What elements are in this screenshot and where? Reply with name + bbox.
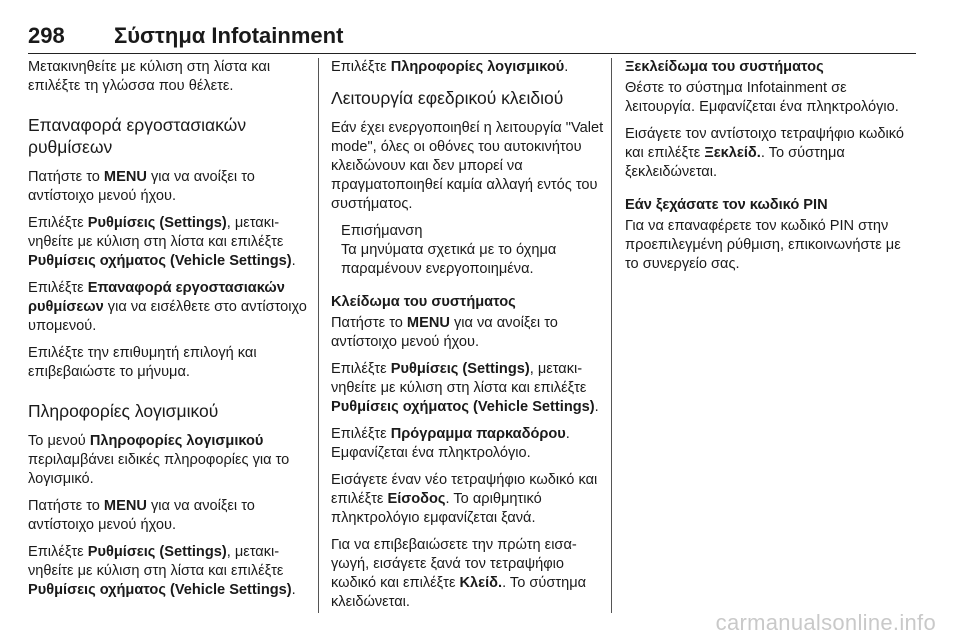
paragraph [331,314,605,352]
note-box [331,222,605,279]
page-title: Σύστημα Infotainment [114,23,344,48]
text: , μετακινηθείτε με κύλιση στη λίστα και επιλέξτε [28,215,284,250]
text: Εισάγετε τον αντίστοιχο τετραψήφιο κωδικό και επιλέξτε [625,126,904,161]
subheading-lock-system: Κλείδωμα του συστήματος [331,294,516,310]
page-number: 298 [28,23,65,48]
paragraph [331,360,605,417]
subheading-unlock-system: Ξεκλείδωμα του συστήματος [625,59,824,75]
column-divider [611,58,612,613]
menu-keyword: MENU [103,498,147,514]
vehicle-settings-keyword: Ρυθμίσεις οχήματος (Vehicle Settings) [331,399,595,415]
paragraph: Εάν έχει ενεργοποιηθεί η λειτουργία "Valet mode", όλες οι οθόνες του αυτοκινήτου κλειδώνουν και δεν μπορεί να πραγματοποιηθεί καμία αλλαγή εντός του συστήματος. [331,120,604,212]
text: Επιλέξτε [28,544,88,560]
text: Εισάγετε έναν νέο τετραψήφιο κωδικό και επιλέξτε [331,472,598,507]
text: . Το σύστημα κλειδώνεται. [331,575,587,610]
text: Επιλέξτε [28,215,88,231]
text: για να ανοίξει το αντίστοιχο μενού ήχου. [28,169,255,204]
text: . [565,426,570,442]
paragraph [331,471,605,528]
menu-keyword: MENU [406,315,450,331]
vehicle-settings-keyword: Ρυθμίσεις οχήματος (Vehicle Settings) [28,582,292,598]
text: περιλαμβάνει ειδικές πληροφορίες για το λογισμικό. [28,452,290,487]
paragraph [331,425,605,463]
text: Επιλέξτε [331,426,391,442]
paragraph: Επιλέξτε την επιθυμητή επιλογή και επιβεβαιώστε το μήνυμα. [28,345,257,380]
paragraph [28,543,310,600]
subheading-forgot-pin: Εάν ξεχάσατε τον κωδικό PIN [625,197,828,213]
text: για να εισέλθετε στο αντίστοιχο υπομενού. [28,299,307,334]
text: . [291,253,296,269]
paragraph [28,432,310,489]
text: για να ανοίξει το αντίστοιχο μενού ήχου. [28,498,255,533]
watermark: carmanualsonline.info [715,610,936,635]
section-heading-factory-reset: Επαναφορά εργοστασιακών ρυθμίσεων [28,115,247,157]
software-info-keyword: Πληροφορίες λογισμικού [390,59,565,75]
text: Επιλέξτε [331,59,391,75]
page-header [28,23,916,54]
settings-keyword: Ρυθμίσεις (Settings) [390,361,530,377]
text: . Το σύστημα ξεκλειδώνεται. [625,145,845,180]
section-heading-software-info: Πληροφορίες λογισμικού [28,401,219,421]
paragraph: Θέστε το σύστημα Infotainment σε λειτουργία. Εμφανίζεται ένα πληκτρολόγιο. [625,80,899,115]
column-3 [621,58,913,282]
text: , μετακινηθείτε με κύλιση στη λίστα και επιλέξτε [331,361,587,396]
vehicle-settings-keyword: Ρυθμίσεις οχήματος (Vehicle Settings) [28,253,292,269]
enter-keyword: Είσοδος [387,491,446,507]
text: . Το αριθμητικό πληκτρολόγιο εμφανίζεται ξανά. [331,491,542,526]
lock-keyword: Κλείδ. [459,575,503,591]
unlock-keyword: Ξεκλείδ. [704,145,761,161]
settings-keyword: Ρυθμίσεις (Settings) [87,215,227,231]
factory-reset-keyword: Επαναφορά εργοστασιακών ρυθμίσεων [28,280,285,315]
text: Πατήστε το [28,498,104,514]
text: Εμφανίζεται ένα πληκτρολόγιο. [331,445,531,461]
paragraph [625,125,913,182]
section-heading-valet-mode: Λειτουργία εφεδρικού κλειδιού [331,88,564,108]
paragraph [331,536,605,612]
text: Επιλέξτε [28,280,88,296]
text: . [291,582,296,598]
paragraph [331,58,605,77]
paragraph: Για να επαναφέρετε τον κωδικό PIN στην προεπιλεγμένη ρύθμιση, επικοινωνήστε με το συνεργείο σας. [625,218,901,272]
note-text: Τα μηνύματα σχετικά με το όχημα παραμένουν ενεργοποιημένα. [341,242,557,277]
valet-program-keyword: Πρόγραμμα παρκαδόρου [390,426,566,442]
text: Πατήστε το [28,169,104,185]
note-title: Επισήμανση [341,223,423,239]
software-info-keyword: Πληροφορίες λογισμικού [89,433,264,449]
text: , μετακινηθείτε με κύλιση στη λίστα και επιλέξτε [28,544,284,579]
paragraph [28,279,310,336]
paragraph: Μετακινηθείτε με κύλιση στη λίστα και επιλέξτε τη γλώσσα που θέλετε. [28,59,271,94]
paragraph [28,214,310,271]
paragraph [28,497,310,535]
column-divider [318,58,319,613]
text: Επιλέξτε [331,361,391,377]
text: Το μενού [28,433,90,449]
paragraph [28,168,310,206]
text: Πατήστε το [331,315,407,331]
text: για να ανοίξει το αντίστοιχο μενού ήχου. [331,315,558,350]
menu-keyword: MENU [103,169,147,185]
column-1 [28,58,316,618]
text: . [564,59,569,75]
settings-keyword: Ρυθμίσεις (Settings) [87,544,227,560]
text: . [594,399,599,415]
column-2 [327,58,611,618]
text: Για να επιβεβαιώσετε την πρώτη εισαγωγή, εισάγετε ξανά τον τετραψήφιο κωδικό και επιλέξτε [331,537,577,591]
